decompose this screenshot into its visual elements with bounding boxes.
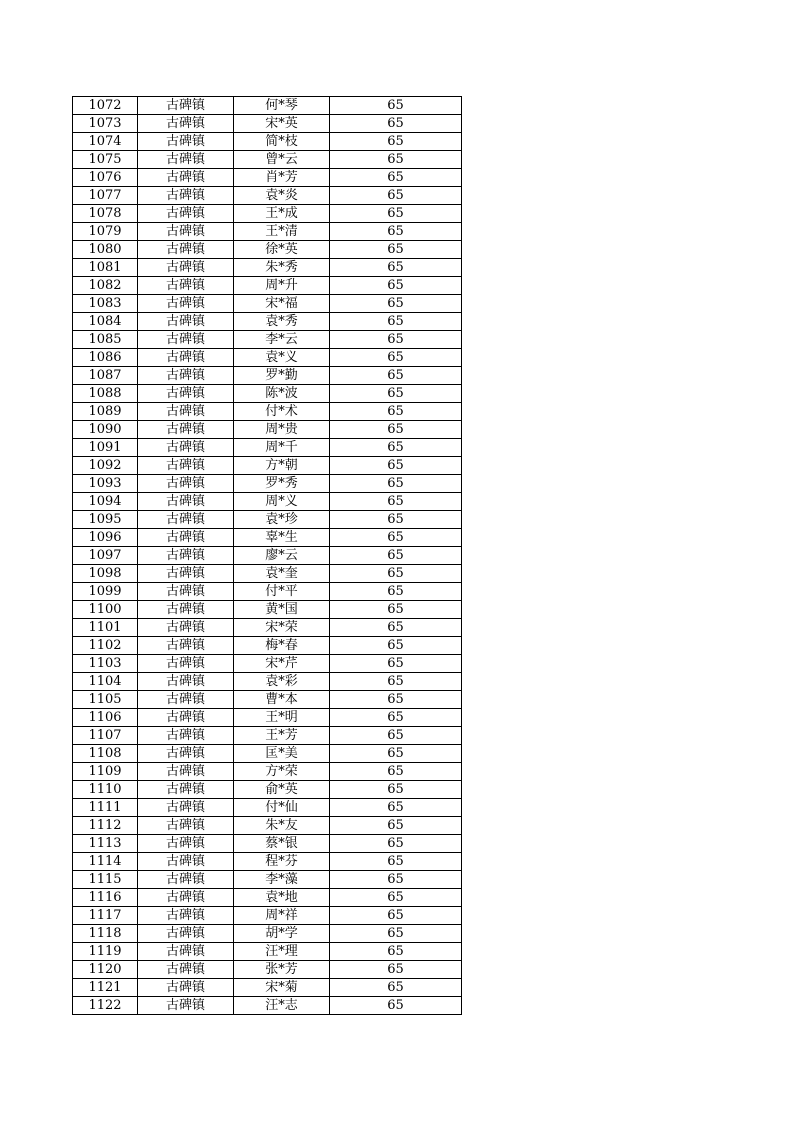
town-cell: 古碑镇 (138, 637, 234, 655)
row-number-cell: 1095 (73, 511, 138, 529)
table-row (73, 385, 462, 403)
town-cell: 古碑镇 (138, 763, 234, 781)
row-number-cell: 1114 (73, 853, 138, 871)
town-cell: 古碑镇 (138, 835, 234, 853)
town-cell: 古碑镇 (138, 583, 234, 601)
town-cell: 古碑镇 (138, 457, 234, 475)
town-cell: 古碑镇 (138, 259, 234, 277)
row-number-cell: 1109 (73, 763, 138, 781)
person-name-cell: 周*贵 (234, 421, 330, 439)
row-number-cell: 1073 (73, 115, 138, 133)
table-row (73, 493, 462, 511)
person-name-cell: 付*仙 (234, 799, 330, 817)
row-number-cell: 1074 (73, 133, 138, 151)
town-cell: 古碑镇 (138, 385, 234, 403)
amount-cell: 65 (330, 565, 462, 583)
person-name-cell: 黄*国 (234, 601, 330, 619)
amount-cell: 65 (330, 367, 462, 385)
row-number-cell: 1080 (73, 241, 138, 259)
row-number-cell: 1077 (73, 187, 138, 205)
town-cell: 古碑镇 (138, 655, 234, 673)
table-body (73, 97, 462, 1015)
amount-cell: 65 (330, 943, 462, 961)
table-row (73, 943, 462, 961)
town-cell: 古碑镇 (138, 997, 234, 1015)
person-name-cell: 辜*生 (234, 529, 330, 547)
amount-cell: 65 (330, 871, 462, 889)
person-name-cell: 王*清 (234, 223, 330, 241)
amount-cell: 65 (330, 403, 462, 421)
row-number-cell: 1120 (73, 961, 138, 979)
town-cell: 古碑镇 (138, 979, 234, 997)
town-cell: 古碑镇 (138, 187, 234, 205)
amount-cell: 65 (330, 547, 462, 565)
table-row (73, 961, 462, 979)
person-name-cell: 廖*云 (234, 547, 330, 565)
person-name-cell: 周*祥 (234, 907, 330, 925)
person-name-cell: 袁*炎 (234, 187, 330, 205)
person-name-cell: 简*枝 (234, 133, 330, 151)
amount-cell: 65 (330, 457, 462, 475)
table-row (73, 295, 462, 313)
town-cell: 古碑镇 (138, 169, 234, 187)
table-row (73, 583, 462, 601)
amount-cell: 65 (330, 835, 462, 853)
table-row (73, 727, 462, 745)
person-name-cell: 袁*秀 (234, 313, 330, 331)
person-name-cell: 李*云 (234, 331, 330, 349)
town-cell: 古碑镇 (138, 727, 234, 745)
row-number-cell: 1102 (73, 637, 138, 655)
table-row (73, 115, 462, 133)
table-row (73, 691, 462, 709)
row-number-cell: 1084 (73, 313, 138, 331)
row-number-cell: 1091 (73, 439, 138, 457)
table-row (73, 349, 462, 367)
person-name-cell: 何*琴 (234, 97, 330, 115)
amount-cell: 65 (330, 97, 462, 115)
row-number-cell: 1112 (73, 817, 138, 835)
table-row (73, 835, 462, 853)
town-cell: 古碑镇 (138, 241, 234, 259)
person-name-cell: 汪*理 (234, 943, 330, 961)
town-cell: 古碑镇 (138, 97, 234, 115)
person-name-cell: 王*成 (234, 205, 330, 223)
town-cell: 古碑镇 (138, 493, 234, 511)
person-name-cell: 宋*荣 (234, 619, 330, 637)
row-number-cell: 1092 (73, 457, 138, 475)
amount-cell: 65 (330, 745, 462, 763)
row-number-cell: 1110 (73, 781, 138, 799)
amount-cell: 65 (330, 799, 462, 817)
amount-cell: 65 (330, 241, 462, 259)
row-number-cell: 1118 (73, 925, 138, 943)
town-cell: 古碑镇 (138, 853, 234, 871)
amount-cell: 65 (330, 169, 462, 187)
table-row (73, 133, 462, 151)
person-name-cell: 周*升 (234, 277, 330, 295)
row-number-cell: 1083 (73, 295, 138, 313)
row-number-cell: 1116 (73, 889, 138, 907)
town-cell: 古碑镇 (138, 691, 234, 709)
table-row (73, 619, 462, 637)
town-cell: 古碑镇 (138, 151, 234, 169)
table-row (73, 331, 462, 349)
amount-cell: 65 (330, 259, 462, 277)
town-cell: 古碑镇 (138, 277, 234, 295)
person-name-cell: 匡*美 (234, 745, 330, 763)
row-number-cell: 1076 (73, 169, 138, 187)
table-row (73, 97, 462, 115)
row-number-cell: 1108 (73, 745, 138, 763)
table-row (73, 781, 462, 799)
town-cell: 古碑镇 (138, 601, 234, 619)
town-cell: 古碑镇 (138, 205, 234, 223)
town-cell: 古碑镇 (138, 889, 234, 907)
amount-cell: 65 (330, 115, 462, 133)
table-row (73, 205, 462, 223)
table-row (73, 979, 462, 997)
row-number-cell: 1104 (73, 673, 138, 691)
amount-cell: 65 (330, 313, 462, 331)
person-name-cell: 周*千 (234, 439, 330, 457)
town-cell: 古碑镇 (138, 133, 234, 151)
town-cell: 古碑镇 (138, 619, 234, 637)
person-name-cell: 宋*福 (234, 295, 330, 313)
town-cell: 古碑镇 (138, 439, 234, 457)
town-cell: 古碑镇 (138, 907, 234, 925)
table-row (73, 763, 462, 781)
amount-cell: 65 (330, 205, 462, 223)
table-row (73, 475, 462, 493)
row-number-cell: 1099 (73, 583, 138, 601)
table-row (73, 439, 462, 457)
table-row (73, 457, 462, 475)
person-name-cell: 袁*义 (234, 349, 330, 367)
person-name-cell: 袁*彩 (234, 673, 330, 691)
table-row (73, 277, 462, 295)
row-number-cell: 1097 (73, 547, 138, 565)
town-cell: 古碑镇 (138, 223, 234, 241)
row-number-cell: 1098 (73, 565, 138, 583)
amount-cell: 65 (330, 763, 462, 781)
person-name-cell: 李*藻 (234, 871, 330, 889)
person-name-cell: 汪*志 (234, 997, 330, 1015)
person-name-cell: 曹*本 (234, 691, 330, 709)
row-number-cell: 1103 (73, 655, 138, 673)
amount-cell: 65 (330, 421, 462, 439)
town-cell: 古碑镇 (138, 403, 234, 421)
amount-cell: 65 (330, 529, 462, 547)
table-row (73, 241, 462, 259)
town-cell: 古碑镇 (138, 673, 234, 691)
town-cell: 古碑镇 (138, 547, 234, 565)
row-number-cell: 1106 (73, 709, 138, 727)
town-cell: 古碑镇 (138, 817, 234, 835)
row-number-cell: 1088 (73, 385, 138, 403)
table-row (73, 871, 462, 889)
person-name-cell: 肖*芳 (234, 169, 330, 187)
person-name-cell: 宋*菊 (234, 979, 330, 997)
table-row (73, 655, 462, 673)
table-row (73, 421, 462, 439)
person-name-cell: 袁*珍 (234, 511, 330, 529)
table-row (73, 673, 462, 691)
town-cell: 古碑镇 (138, 349, 234, 367)
amount-cell: 65 (330, 727, 462, 745)
person-name-cell: 方*朝 (234, 457, 330, 475)
person-name-cell: 蔡*银 (234, 835, 330, 853)
row-number-cell: 1075 (73, 151, 138, 169)
table-row (73, 709, 462, 727)
row-number-cell: 1111 (73, 799, 138, 817)
table-row (73, 529, 462, 547)
person-name-cell: 袁*奎 (234, 565, 330, 583)
amount-cell: 65 (330, 907, 462, 925)
amount-cell: 65 (330, 331, 462, 349)
person-name-cell: 程*芬 (234, 853, 330, 871)
amount-cell: 65 (330, 781, 462, 799)
row-number-cell: 1107 (73, 727, 138, 745)
row-number-cell: 1082 (73, 277, 138, 295)
town-cell: 古碑镇 (138, 475, 234, 493)
person-name-cell: 陈*波 (234, 385, 330, 403)
amount-cell: 65 (330, 133, 462, 151)
row-number-cell: 1117 (73, 907, 138, 925)
person-name-cell: 付*平 (234, 583, 330, 601)
row-number-cell: 1096 (73, 529, 138, 547)
amount-cell: 65 (330, 475, 462, 493)
amount-cell: 65 (330, 493, 462, 511)
person-name-cell: 徐*英 (234, 241, 330, 259)
row-number-cell: 1121 (73, 979, 138, 997)
person-name-cell: 王*明 (234, 709, 330, 727)
amount-cell: 65 (330, 277, 462, 295)
town-cell: 古碑镇 (138, 871, 234, 889)
person-name-cell: 周*义 (234, 493, 330, 511)
row-number-cell: 1119 (73, 943, 138, 961)
amount-cell: 65 (330, 583, 462, 601)
table-row (73, 565, 462, 583)
person-name-cell: 曾*云 (234, 151, 330, 169)
person-name-cell: 罗*勤 (234, 367, 330, 385)
amount-cell: 65 (330, 385, 462, 403)
town-cell: 古碑镇 (138, 745, 234, 763)
table-row (73, 169, 462, 187)
row-number-cell: 1081 (73, 259, 138, 277)
town-cell: 古碑镇 (138, 421, 234, 439)
amount-cell: 65 (330, 889, 462, 907)
town-cell: 古碑镇 (138, 709, 234, 727)
amount-cell: 65 (330, 439, 462, 457)
town-cell: 古碑镇 (138, 961, 234, 979)
amount-cell: 65 (330, 655, 462, 673)
table-row (73, 817, 462, 835)
town-cell: 古碑镇 (138, 511, 234, 529)
row-number-cell: 1115 (73, 871, 138, 889)
row-number-cell: 1093 (73, 475, 138, 493)
row-number-cell: 1122 (73, 997, 138, 1015)
person-name-cell: 宋*芹 (234, 655, 330, 673)
person-name-cell: 付*术 (234, 403, 330, 421)
row-number-cell: 1085 (73, 331, 138, 349)
row-number-cell: 1101 (73, 619, 138, 637)
row-number-cell: 1079 (73, 223, 138, 241)
table-row (73, 907, 462, 925)
table-row (73, 997, 462, 1015)
table-row (73, 745, 462, 763)
table-row (73, 601, 462, 619)
table-row (73, 223, 462, 241)
amount-cell: 65 (330, 961, 462, 979)
amount-cell: 65 (330, 637, 462, 655)
table-row (73, 853, 462, 871)
amount-cell: 65 (330, 601, 462, 619)
amount-cell: 65 (330, 853, 462, 871)
town-cell: 古碑镇 (138, 529, 234, 547)
person-name-cell: 胡*学 (234, 925, 330, 943)
row-number-cell: 1100 (73, 601, 138, 619)
person-name-cell: 罗*秀 (234, 475, 330, 493)
amount-cell: 65 (330, 223, 462, 241)
amount-cell: 65 (330, 673, 462, 691)
row-number-cell: 1072 (73, 97, 138, 115)
person-name-cell: 张*芳 (234, 961, 330, 979)
amount-cell: 65 (330, 295, 462, 313)
town-cell: 古碑镇 (138, 799, 234, 817)
table-row (73, 403, 462, 421)
amount-cell: 65 (330, 349, 462, 367)
amount-cell: 65 (330, 979, 462, 997)
person-name-cell: 王*芳 (234, 727, 330, 745)
amount-cell: 65 (330, 511, 462, 529)
row-number-cell: 1089 (73, 403, 138, 421)
table-row (73, 511, 462, 529)
table-row (73, 889, 462, 907)
row-number-cell: 1094 (73, 493, 138, 511)
table-row (73, 799, 462, 817)
amount-cell: 65 (330, 691, 462, 709)
town-cell: 古碑镇 (138, 565, 234, 583)
row-number-cell: 1105 (73, 691, 138, 709)
person-name-cell: 方*荣 (234, 763, 330, 781)
person-name-cell: 袁*地 (234, 889, 330, 907)
table-row (73, 187, 462, 205)
amount-cell: 65 (330, 925, 462, 943)
town-cell: 古碑镇 (138, 115, 234, 133)
row-number-cell: 1113 (73, 835, 138, 853)
amount-cell: 65 (330, 151, 462, 169)
town-cell: 古碑镇 (138, 367, 234, 385)
amount-cell: 65 (330, 817, 462, 835)
table-row (73, 313, 462, 331)
row-number-cell: 1086 (73, 349, 138, 367)
table-row (73, 925, 462, 943)
table-row (73, 547, 462, 565)
town-cell: 古碑镇 (138, 331, 234, 349)
amount-cell: 65 (330, 187, 462, 205)
person-name-cell: 宋*英 (234, 115, 330, 133)
town-cell: 古碑镇 (138, 925, 234, 943)
town-cell: 古碑镇 (138, 295, 234, 313)
row-number-cell: 1078 (73, 205, 138, 223)
amount-cell: 65 (330, 997, 462, 1015)
amount-cell: 65 (330, 619, 462, 637)
row-number-cell: 1087 (73, 367, 138, 385)
amount-cell: 65 (330, 709, 462, 727)
person-name-cell: 朱*友 (234, 817, 330, 835)
table-row (73, 259, 462, 277)
table-row (73, 367, 462, 385)
town-cell: 古碑镇 (138, 943, 234, 961)
data-table (72, 96, 462, 1015)
row-number-cell: 1090 (73, 421, 138, 439)
town-cell: 古碑镇 (138, 313, 234, 331)
town-cell: 古碑镇 (138, 781, 234, 799)
person-name-cell: 梅*春 (234, 637, 330, 655)
person-name-cell: 朱*秀 (234, 259, 330, 277)
person-name-cell: 俞*英 (234, 781, 330, 799)
table-row (73, 637, 462, 655)
table-row (73, 151, 462, 169)
